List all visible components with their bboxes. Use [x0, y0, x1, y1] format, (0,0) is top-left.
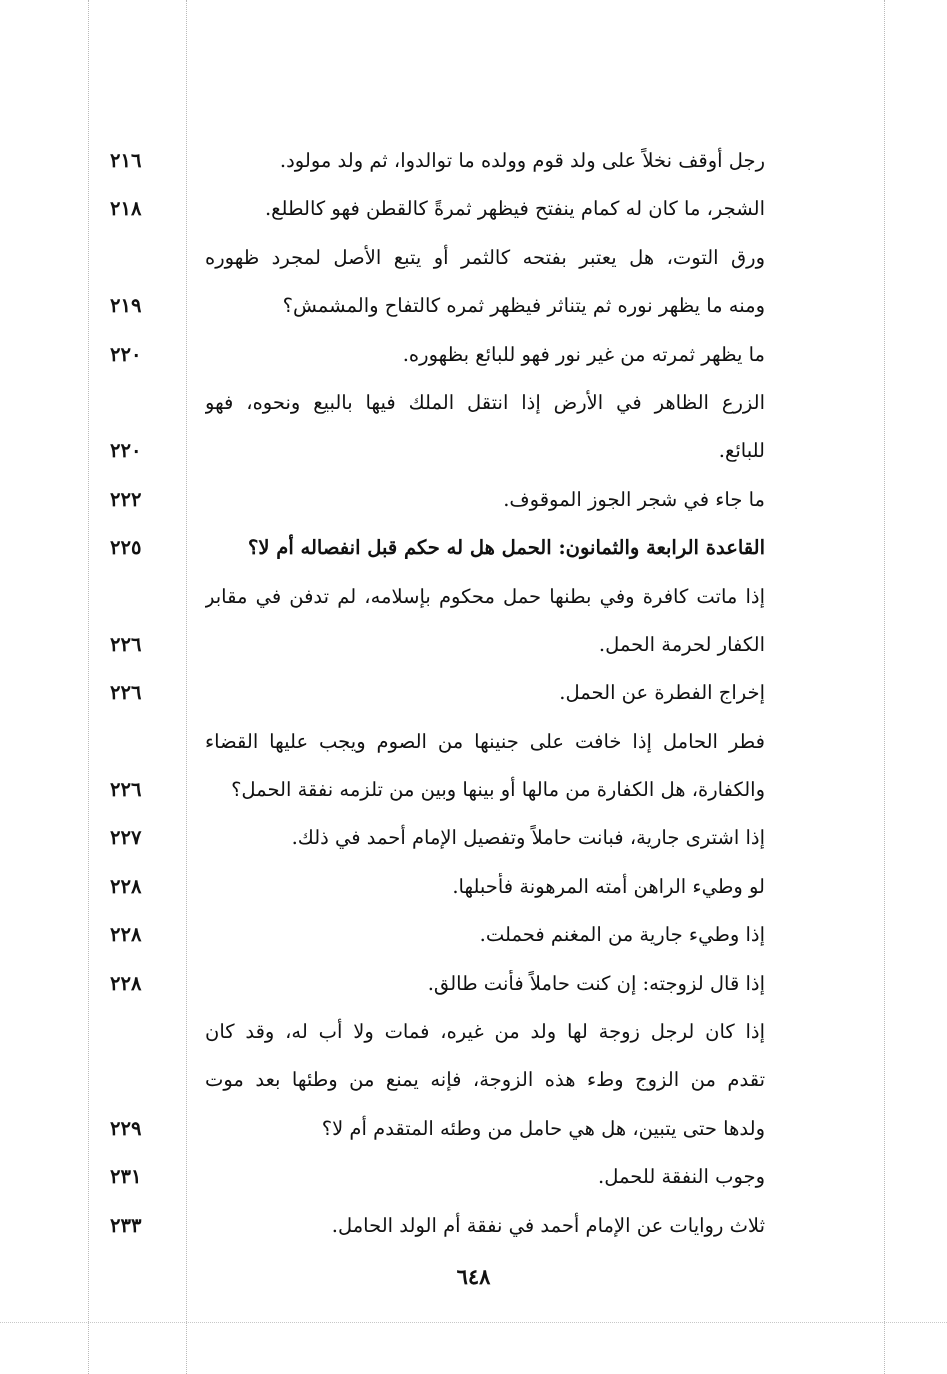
toc-entry: [110, 331, 765, 379]
entry-page-number: ٢٢٠: [110, 342, 142, 366]
toc-entry: [110, 766, 765, 814]
entry-text: إذا اشترى جارية، فبانت حاملاً وتفصيل الإمام أحمد في ذلك.: [291, 826, 765, 850]
entry-text: ولدها حتى يتبين، هل هي حامل من وطئه المتقدم أم لا؟: [321, 1116, 765, 1140]
entry-page-number: ٢٢٧: [110, 826, 142, 850]
entry-text: الشجر، ما كان له كمام ينفتح فيظهر ثمرةً كالقطن فهو كالطلع.: [264, 197, 765, 221]
entry-text: ما يظهر ثمرته من غير نور فهو للبائع بظهوره.: [402, 342, 765, 366]
toc-entry: [110, 669, 765, 717]
toc-entry: [110, 621, 765, 669]
section-heading: القاعدة الرابعة والثمانون: الحمل هل له حكم قبل انفصاله أم لا؟: [248, 536, 765, 560]
toc-entry: [110, 282, 765, 330]
entry-text: إذا كان لرجل زوجة لها ولد من غيره، فمات ولا أب له، وقد كان: [205, 1020, 765, 1044]
page-number-footer: ٦٤٨: [456, 1264, 491, 1289]
entry-text: ثلاث روايات عن الإمام أحمد في نفقة أم الولد الحامل.: [331, 1213, 765, 1237]
toc-entry-heading: [110, 524, 765, 572]
entry-text: إذا وطيء جارية من المغنم فحملت.: [479, 923, 765, 947]
entry-text: والكفارة، هل الكفارة من مالها أو بينها وبين من تلزمه نفقة الحمل؟: [231, 778, 765, 802]
entry-text: وجوب النفقة للحمل.: [598, 1165, 765, 1189]
toc-entry: [110, 1202, 765, 1250]
entry-text: إخراج الفطرة عن الحمل.: [559, 681, 765, 705]
toc-entry: [110, 814, 765, 862]
entry-text: للبائع.: [718, 439, 765, 463]
entry-page-number: ٢٢٦: [110, 681, 142, 705]
entry-page-number: ٢١٦: [110, 149, 142, 172]
toc-entry: [110, 911, 765, 959]
toc-entry: [110, 1153, 765, 1201]
toc-entry: [110, 137, 765, 185]
toc-entry: [110, 379, 765, 427]
entry-text: رجل أوقف نخلاً على ولد قوم وولده ما توالدوا، ثم ولد مولود.: [279, 149, 765, 172]
toc-entry: [110, 1008, 765, 1056]
toc-entry: [110, 185, 765, 233]
toc-entry: [110, 718, 765, 766]
toc-entry: [110, 573, 765, 621]
toc-entry: [110, 476, 765, 524]
scan-guide-line: [884, 0, 885, 1374]
entry-page-number: ٢٢٨: [110, 971, 142, 995]
entry-page-number: ٢١٩: [110, 294, 142, 318]
entry-page-number: ٢٣١: [110, 1165, 142, 1189]
entry-text: إذا قال لزوجته: إن كنت حاملاً فأنت طالق.: [427, 971, 765, 995]
entry-page-number: ٢٢٨: [110, 923, 142, 947]
entry-page-number: ٢٢٦: [110, 778, 142, 802]
entry-text: ما جاء في شجر الجوز الموقوف.: [503, 487, 765, 511]
entry-page-number: ٢٢٢: [110, 487, 142, 511]
entry-page-number: ٢٢٨: [110, 874, 142, 898]
entry-text: لو وطيء الراهن أمته المرهونة فأحبلها.: [452, 874, 765, 898]
entry-page-number: ٢٢٩: [110, 1116, 142, 1140]
entry-text: ومنه ما يظهر نوره ثم يتناثر فيظهر ثمره كالتفاح والمشمش؟: [282, 294, 765, 318]
entry-page-number: ٢٢٦: [110, 632, 142, 656]
entry-text: ورق التوت، هل يعتبر بفتحه كالثمر أو يتبع الأصل لمجرد ظهوره: [205, 245, 765, 269]
entry-text: تقدم من الزوج وطء هذه الزوجة، فإنه يمنع من وطئها بعد موت: [205, 1068, 765, 1092]
entry-page-number: ٢٣٣: [110, 1213, 142, 1237]
scan-guide-line: [88, 0, 89, 1374]
entry-text: إذا ماتت كافرة وفي بطنها حمل محكوم بإسلامه، لم تدفن في مقابر: [205, 584, 765, 608]
toc-entry: [110, 863, 765, 911]
entry-page-number: ٢٢٠: [110, 439, 142, 463]
entry-text: فطر الحامل إذا خافت على جنينها من الصوم ويجب عليها القضاء: [205, 729, 765, 753]
entry-page-number: ٢١٨: [110, 197, 142, 221]
toc-entry: [110, 234, 765, 282]
entry-text: الزرع الظاهر في الأرض إذا انتقل الملك فيها بالبيع ونحوه، فهو: [205, 390, 765, 414]
toc-entry: [110, 960, 765, 1008]
table-of-contents: [110, 137, 765, 1250]
scan-guide-line: [0, 1322, 947, 1323]
toc-entry: [110, 427, 765, 475]
toc-entry: [110, 1105, 765, 1153]
toc-entry: [110, 1056, 765, 1104]
entry-page-number: ٢٢٥: [110, 536, 142, 560]
entry-text: الكفار لحرمة الحمل.: [598, 632, 765, 656]
